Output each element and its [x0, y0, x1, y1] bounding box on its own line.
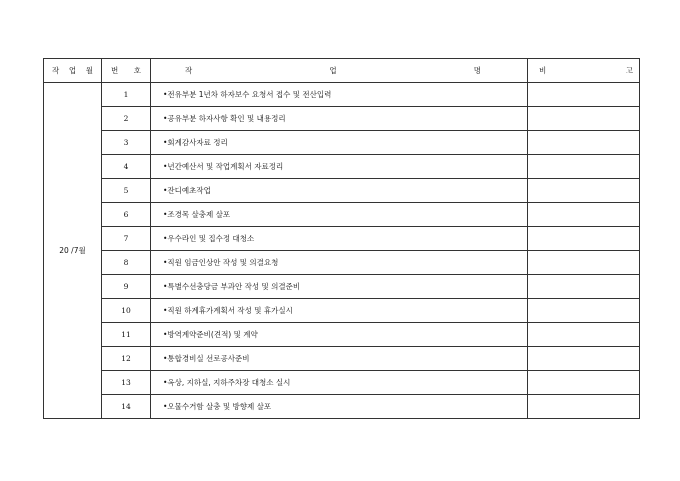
- header-month: [44, 59, 102, 83]
- task-name: •방역계약준비(견적) 및 계약: [163, 329, 258, 339]
- note-cell: [528, 251, 640, 275]
- row-number: 1: [102, 83, 151, 107]
- row-number: 9: [102, 275, 151, 299]
- header-note: [528, 59, 640, 83]
- header-number-char: 호: [133, 65, 141, 75]
- note-cell: [528, 155, 640, 179]
- table-row: [44, 371, 640, 395]
- row-number: 6: [102, 203, 151, 227]
- task-name: •직원 임금인상안 작성 및 의결요청: [163, 257, 279, 267]
- work-plan-table: [43, 58, 640, 419]
- task-cell: [151, 155, 528, 179]
- task-cell: [151, 371, 528, 395]
- row-number: 8: [102, 251, 151, 275]
- task-name: •회계감사자료 정리: [163, 137, 228, 147]
- row-number: 13: [102, 371, 151, 395]
- task-name: •특별수선충당금 부과안 작성 및 의결준비: [163, 281, 301, 291]
- table-row: [44, 83, 640, 107]
- note-cell: [528, 299, 640, 323]
- table-row: [44, 323, 640, 347]
- table-row: [44, 227, 640, 251]
- task-cell: [151, 323, 528, 347]
- header-month-char: 작: [52, 65, 60, 75]
- note-cell: [528, 371, 640, 395]
- task-name: •옥상, 지하실, 지하주차장 대청소 실시: [163, 377, 291, 387]
- task-cell: [151, 227, 528, 251]
- task-name: •공유부분 하자사항 확인 및 내용정리: [163, 113, 286, 123]
- table-row: [44, 395, 640, 419]
- task-name: •조경목 살충제 살포: [163, 209, 231, 219]
- header-note-char: 고: [625, 65, 633, 75]
- header-task-char: 업: [329, 65, 337, 75]
- task-name: •직원 하계휴가계획서 작성 및 휴가실시: [163, 305, 293, 315]
- table-row: [44, 203, 640, 227]
- task-name: •전유부분 1년차 하자보수 요청서 접수 및 전산입력: [163, 89, 332, 99]
- table-row: [44, 251, 640, 275]
- task-cell: [151, 179, 528, 203]
- table-row: [44, 275, 640, 299]
- note-cell: [528, 179, 640, 203]
- table-row: [44, 131, 640, 155]
- header-month-char: 업: [68, 65, 77, 75]
- note-cell: [528, 131, 640, 155]
- month-cell: 20 /7월: [44, 83, 102, 419]
- row-number: 10: [102, 299, 151, 323]
- task-name: •통합경비실 선로공사준비: [163, 353, 250, 363]
- header-note-char: 비: [539, 65, 547, 75]
- task-cell: [151, 395, 528, 419]
- row-number: 5: [102, 179, 151, 203]
- task-cell: [151, 347, 528, 371]
- note-cell: [528, 275, 640, 299]
- table-row: [44, 155, 640, 179]
- task-cell: [151, 131, 528, 155]
- task-name: •년간예산서 및 작업계획서 자료정리: [163, 161, 284, 171]
- task-cell: [151, 251, 528, 275]
- task-cell: [151, 275, 528, 299]
- row-number: 3: [102, 131, 151, 155]
- note-cell: [528, 203, 640, 227]
- header-number: [102, 59, 151, 83]
- task-name: •우수라인 및 집수정 대청소: [163, 233, 255, 243]
- task-cell: [151, 83, 528, 107]
- row-number: 12: [102, 347, 151, 371]
- row-number: 11: [102, 323, 151, 347]
- row-number: 14: [102, 395, 151, 419]
- table-row: [44, 299, 640, 323]
- header-task: [151, 59, 528, 83]
- header-task-char: 작: [185, 65, 193, 75]
- row-number: 4: [102, 155, 151, 179]
- table-row: [44, 107, 640, 131]
- note-cell: [528, 227, 640, 251]
- task-name: •오물수거함 살충 및 방향제 살포: [163, 401, 272, 411]
- header-month-char: 월: [85, 65, 93, 75]
- task-cell: [151, 203, 528, 227]
- row-number: 2: [102, 107, 151, 131]
- header-number-char: 번: [111, 65, 119, 75]
- task-cell: [151, 107, 528, 131]
- row-number: 7: [102, 227, 151, 251]
- table-row: [44, 347, 640, 371]
- task-name: •잔디예초작업: [163, 185, 211, 195]
- note-cell: [528, 347, 640, 371]
- note-cell: [528, 83, 640, 107]
- task-cell: [151, 299, 528, 323]
- table-row: [44, 179, 640, 203]
- header-task-char: 명: [473, 65, 481, 75]
- note-cell: [528, 107, 640, 131]
- header-row: [44, 59, 640, 83]
- note-cell: [528, 395, 640, 419]
- note-cell: [528, 323, 640, 347]
